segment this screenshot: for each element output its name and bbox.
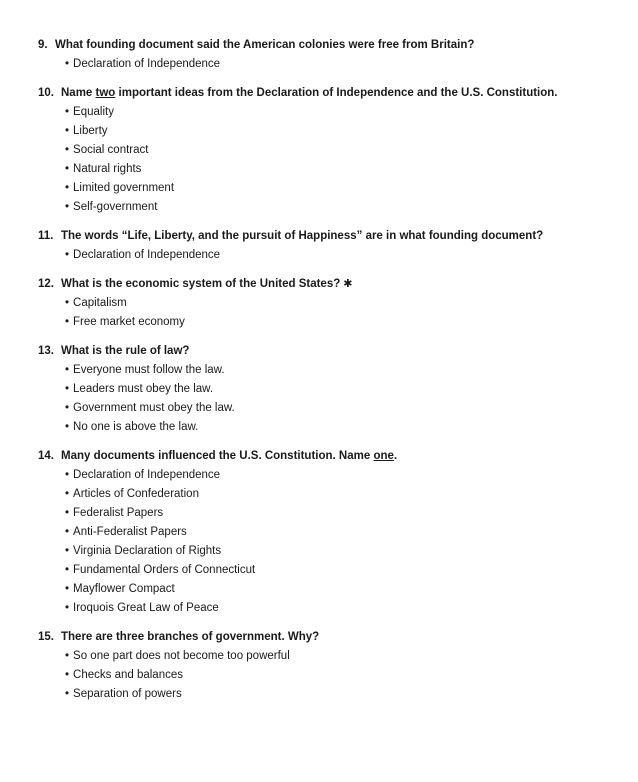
question-number: 12. [38,278,54,290]
answer-item: • Mayflower Compact [65,580,618,599]
question-text-part: There are three branches of government. Why? [61,631,320,643]
emphasized-word: one [373,450,394,462]
answer-item: • Everyone must follow the law. [65,361,618,380]
question-text [61,447,397,466]
question-text [61,342,189,361]
question-item [38,628,618,704]
answer-item: • So one part does not become too powerful [65,647,618,666]
question-number: 14. [38,450,54,462]
answer-list [38,294,618,332]
answer-item: • Virginia Declaration of Rights [65,542,618,561]
answer-list [38,103,618,217]
answer-item: • Checks and balances [65,666,618,685]
answer-list [38,466,618,618]
question-number: 13. [38,345,54,357]
answer-item: • Limited government [65,179,618,198]
answer-item: • Leaders must obey the law. [65,380,618,399]
answer-item: • Social contract [65,141,618,160]
answer-item: • Natural rights [65,160,618,179]
question-item [38,36,618,74]
question-text-part: What founding document said the American colonies were free from Britain? [55,39,475,51]
question-item [38,342,618,437]
answer-item: • Anti-Federalist Papers [65,523,618,542]
question-item [38,447,618,618]
question-heading [38,447,618,466]
question-text-part: What is the rule of law? [61,345,190,357]
answer-item: • Government must obey the law. [65,399,618,418]
question-item [38,84,618,217]
question-item [38,227,618,265]
question-text-part: Name [61,87,96,99]
emphasized-word: two [95,87,116,99]
question-number: 11. [38,230,54,242]
question-number: 15. [38,631,54,643]
question-text-part: Many documents influenced the U.S. Constitution. Name [61,450,374,462]
answer-item: • Equality [65,103,618,122]
question-text [61,275,352,294]
question-list [38,36,618,714]
answer-item: • Federalist Papers [65,504,618,523]
question-heading [38,84,618,103]
answer-item: • Separation of powers [65,685,618,704]
question-item [38,275,618,332]
answer-list [38,246,618,265]
question-heading [38,628,618,647]
question-heading [38,275,618,294]
answer-item: • Capitalism [65,294,618,313]
answer-item: • Declaration of Independence [65,466,618,485]
question-text [61,84,558,103]
question-text [61,227,543,246]
answer-item: • Self-government [65,198,618,217]
question-heading [38,227,618,246]
answer-list [38,361,618,437]
question-heading [38,342,618,361]
question-text-part: . [393,450,398,462]
question-text-part: The words “Life, Liberty, and the pursuit of Happiness” are in what founding document? [61,230,544,242]
answer-list [38,55,618,74]
asterisk-star-icon: ✱ [343,278,353,290]
answer-item: • No one is above the law. [65,418,618,437]
answer-item: • Declaration of Independence [65,246,618,265]
answer-item: • Declaration of Independence [65,55,618,74]
question-text-part: What is the economic system of the United States? [61,278,341,290]
question-heading [38,36,618,55]
answer-item: • Liberty [65,122,618,141]
answer-item: • Iroquois Great Law of Peace [65,599,618,618]
question-text [61,628,319,647]
answer-item: • Free market economy [65,313,618,332]
question-text-part: important ideas from the Declaration of Independence and the U.S. Constitution. [115,87,558,99]
question-number: 9. [38,39,48,51]
answer-item: • Fundamental Orders of Connecticut [65,561,618,580]
question-number: 10. [38,87,54,99]
question-text [55,36,474,55]
answer-item: • Articles of Confederation [65,485,618,504]
answer-list [38,647,618,704]
